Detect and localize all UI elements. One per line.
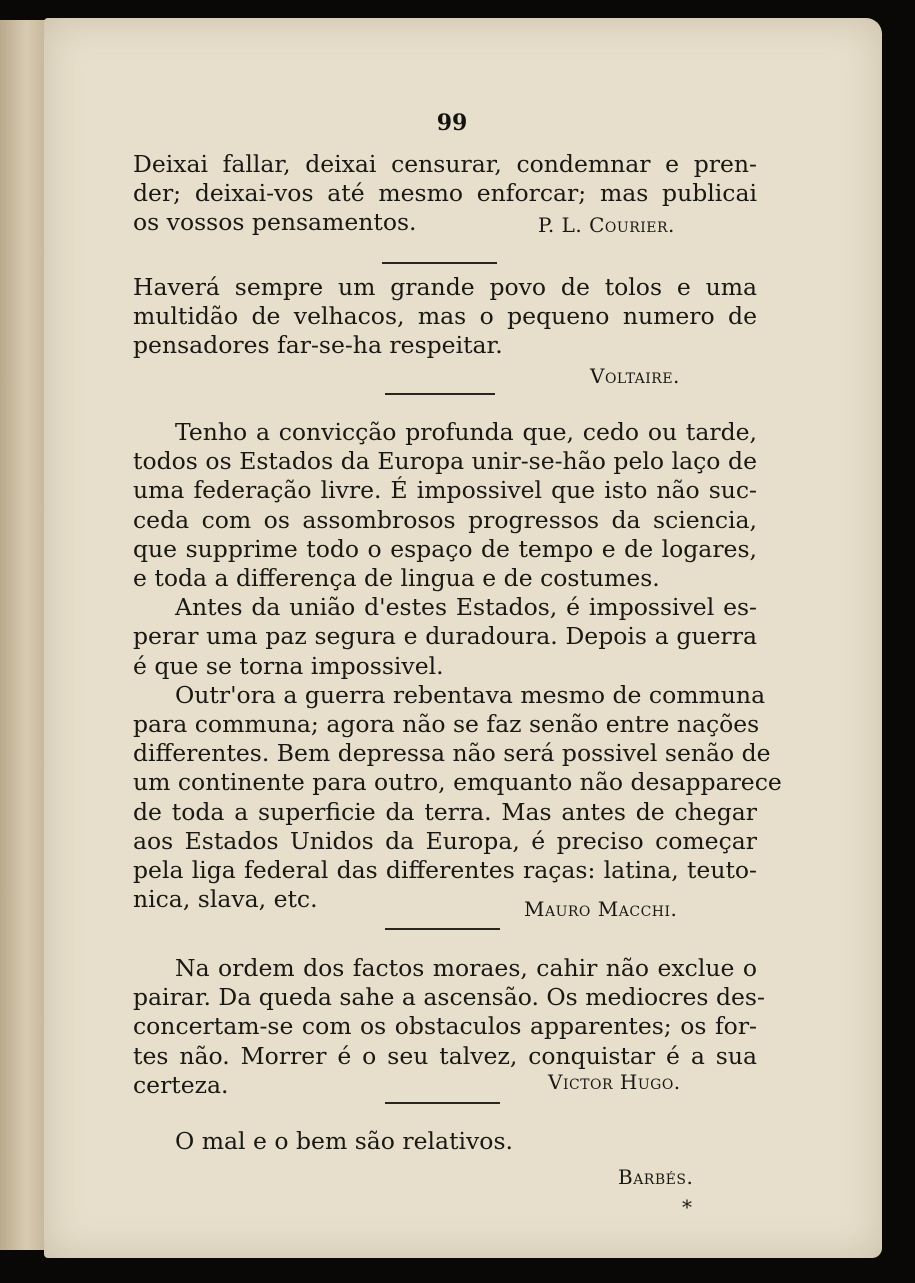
text-line: concertam-se com os obstaculos apparentes; os for-: [133, 1012, 757, 1041]
separator-rule: [385, 1102, 500, 1104]
page-number: 99: [436, 110, 468, 136]
text-line: de toda a superficie da terra. Mas antes de chegar: [133, 797, 757, 826]
quote-voltaire: [133, 273, 757, 361]
text-line: ceda com os assombrosos progressos da sciencia,: [133, 505, 757, 534]
text-line: O mal e o bem são relativos.: [175, 1127, 513, 1155]
text-line: certeza.: [133, 1070, 229, 1099]
author-barbes: Barbés.: [618, 1165, 694, 1189]
text-line: der; deixai-vos até mesmo enforcar; mas publicai: [133, 179, 757, 208]
text-line: todos os Estados da Europa unir-se-hão pelo laço de: [133, 447, 757, 476]
author-macchi: Mauro Macchi.: [524, 897, 678, 921]
text-line: Haverá sempre um grande povo de tolos e uma: [133, 273, 757, 301]
text-line: para communa; agora não se faz senão entre nações: [133, 710, 760, 739]
text-line: pensadores far-se-ha respeitar.: [133, 331, 503, 360]
text-line: os vossos pensamentos.: [133, 208, 417, 237]
quote-macchi: [133, 418, 782, 914]
text-line: pela liga federal das differentes raças: latina, teuto-: [133, 856, 757, 885]
separator-rule: [382, 262, 497, 264]
text-line: é que se torna impossivel.: [133, 651, 444, 680]
text-line: Tenho a convicção profunda que, cedo ou tarde,: [175, 418, 757, 446]
text-line: Antes da união d'estes Estados, é impossivel es-: [175, 593, 757, 622]
text-line: Deixai fallar, deixai censurar, condemnar e pren-: [133, 150, 757, 178]
separator-rule: [385, 393, 495, 395]
text-line: uma federação livre. É impossivel que isto não suc-: [133, 476, 757, 505]
quote-barbes: [175, 1127, 675, 1156]
author-courier: P. L. Courier.: [538, 213, 675, 237]
text-line: tes não. Morrer é o seu talvez, conquistar é a sua: [133, 1041, 757, 1070]
text-line: nica, slava, etc.: [133, 885, 318, 914]
end-asterisk: *: [682, 1195, 692, 1219]
author-hugo: Victor Hugo.: [548, 1070, 681, 1094]
adjacent-page-edge: [0, 20, 49, 1250]
separator-rule: [385, 928, 500, 930]
text-line: Na ordem dos factos moraes, cahir não exclue o: [175, 954, 757, 982]
text-line: Outr'ora a guerra rebentava mesmo de communa: [175, 680, 766, 709]
text-line: que supprime todo o espaço de tempo e de logares,: [133, 534, 757, 563]
text-line: multidão de velhacos, mas o pequeno numero de: [133, 302, 757, 331]
text-line: aos Estados Unidos da Europa, é preciso começar: [133, 826, 757, 855]
author-voltaire: Voltaire.: [590, 364, 680, 388]
text-line: um continente para outro, emquanto não desapparece: [133, 768, 782, 797]
text-line: e toda a differença de lingua e de costumes.: [133, 564, 660, 593]
text-line: differentes. Bem depressa não será possivel senão de: [133, 739, 771, 768]
text-line: pairar. Da queda sahe a ascensão. Os mediocres des-: [133, 983, 765, 1012]
text-line: perar uma paz segura e duradoura. Depois a guerra: [133, 622, 757, 651]
